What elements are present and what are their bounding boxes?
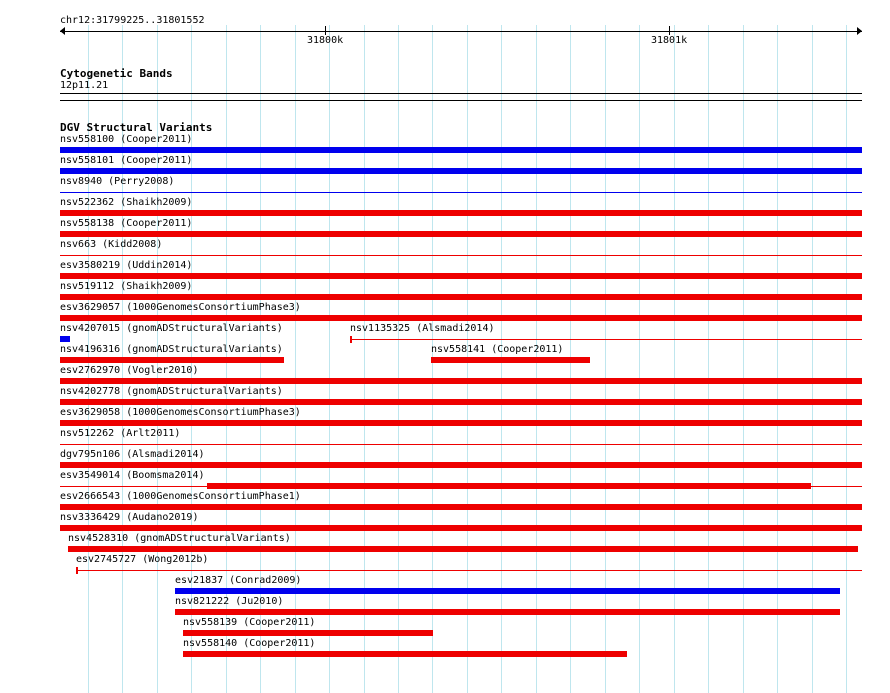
feature-bar[interactable] xyxy=(183,651,627,657)
ruler-major-tick-31801k xyxy=(669,26,670,35)
feature-bar[interactable] xyxy=(60,378,862,384)
feature-label[interactable]: esv3629058 (1000GenomesConsortiumPhase3) xyxy=(60,407,301,418)
feature-bar[interactable] xyxy=(60,336,70,342)
cyto-band-line-top xyxy=(60,93,862,94)
ruler-major-tick-31800k xyxy=(325,26,326,35)
ruler-right-arrow-icon[interactable] xyxy=(857,27,862,35)
cyto-band-label: 12p11.21 xyxy=(60,80,109,91)
feature-label[interactable]: esv2666543 (1000GenomesConsortiumPhase1) xyxy=(60,491,301,502)
cyto-band-line-bottom xyxy=(60,100,862,101)
feature-bar[interactable] xyxy=(60,231,862,237)
feature-bar[interactable] xyxy=(431,357,590,363)
feature-label[interactable]: nsv1135325 (Alsmadi2014) xyxy=(350,323,495,334)
feature-label[interactable]: nsv558138 (Cooper2011) xyxy=(60,218,193,229)
feature-label[interactable]: esv3629057 (1000GenomesConsortiumPhase3) xyxy=(60,302,301,313)
feature-bar[interactable] xyxy=(60,273,862,279)
feature-line[interactable] xyxy=(60,444,862,445)
feature-label[interactable]: esv2745727 (Wong2012b) xyxy=(76,554,209,565)
feature-label[interactable]: esv21837 (Conrad2009) xyxy=(175,575,302,586)
feature-line[interactable] xyxy=(76,570,862,571)
feature-label[interactable]: nsv558140 (Cooper2011) xyxy=(183,638,316,649)
feature-bar[interactable] xyxy=(60,210,862,216)
feature-label[interactable]: nsv558100 (Cooper2011) xyxy=(60,134,193,145)
feature-bar[interactable] xyxy=(60,168,862,174)
ruler-left-arrow-icon[interactable] xyxy=(60,27,65,35)
feature-label[interactable]: nsv512262 (Arlt2011) xyxy=(60,428,181,439)
feature-bar[interactable] xyxy=(175,609,840,615)
feature-label[interactable]: nsv558101 (Cooper2011) xyxy=(60,155,193,166)
feature-bar[interactable] xyxy=(60,462,862,468)
feature-label[interactable]: nsv558141 (Cooper2011) xyxy=(431,344,564,355)
feature-label[interactable]: esv2762970 (Vogler2010) xyxy=(60,365,199,376)
feature-label[interactable]: nsv4528310 (gnomADStructuralVariants) xyxy=(68,533,291,544)
feature-inner-bar[interactable] xyxy=(207,483,811,489)
feature-bar[interactable] xyxy=(183,630,433,636)
feature-bar[interactable] xyxy=(60,294,862,300)
feature-bar[interactable] xyxy=(60,504,862,510)
feature-label[interactable]: dgv795n106 (Alsmadi2014) xyxy=(60,449,205,460)
feature-label[interactable]: nsv8940 (Perry2008) xyxy=(60,176,175,187)
feature-line[interactable] xyxy=(60,192,862,193)
dgv-track-title: DGV Structural Variants xyxy=(60,121,213,134)
feature-bar[interactable] xyxy=(60,399,862,405)
feature-bar[interactable] xyxy=(60,420,862,426)
ruler-tick-label-31801k: 31801k xyxy=(651,35,688,46)
feature-label[interactable]: nsv4207015 (gnomADStructuralVariants) xyxy=(60,323,283,334)
feature-bar[interactable] xyxy=(60,525,862,531)
feature-line[interactable] xyxy=(350,339,862,340)
feature-bar[interactable] xyxy=(60,315,862,321)
feature-label[interactable]: nsv663 (Kidd2008) xyxy=(60,239,163,250)
feature-bar[interactable] xyxy=(68,546,858,552)
cyto-track-title: Cytogenetic Bands xyxy=(60,67,173,80)
feature-label[interactable]: esv3580219 (Uddin2014) xyxy=(60,260,193,271)
feature-label[interactable]: nsv3336429 (Audano2019) xyxy=(60,512,199,523)
feature-bar[interactable] xyxy=(175,588,840,594)
feature-label[interactable]: nsv4196316 (gnomADStructuralVariants) xyxy=(60,344,283,355)
feature-bar[interactable] xyxy=(60,147,862,153)
feature-label[interactable]: nsv558139 (Cooper2011) xyxy=(183,617,316,628)
feature-label[interactable]: nsv4202778 (gnomADStructuralVariants) xyxy=(60,386,283,397)
feature-label[interactable]: nsv522362 (Shaikh2009) xyxy=(60,197,193,208)
ruler-axis-line xyxy=(60,31,862,32)
feature-line[interactable] xyxy=(60,255,862,256)
ruler-tick-label-31800k: 31800k xyxy=(307,35,344,46)
feature-label[interactable]: nsv821222 (Ju2010) xyxy=(175,596,284,607)
feature-label[interactable]: nsv519112 (Shaikh2009) xyxy=(60,281,193,292)
feature-label[interactable]: esv3549014 (Boomsma2014) xyxy=(60,470,205,481)
grid-line xyxy=(846,25,847,693)
region-label: chr12:31799225..31801552 xyxy=(60,15,205,26)
feature-bar[interactable] xyxy=(60,357,284,363)
